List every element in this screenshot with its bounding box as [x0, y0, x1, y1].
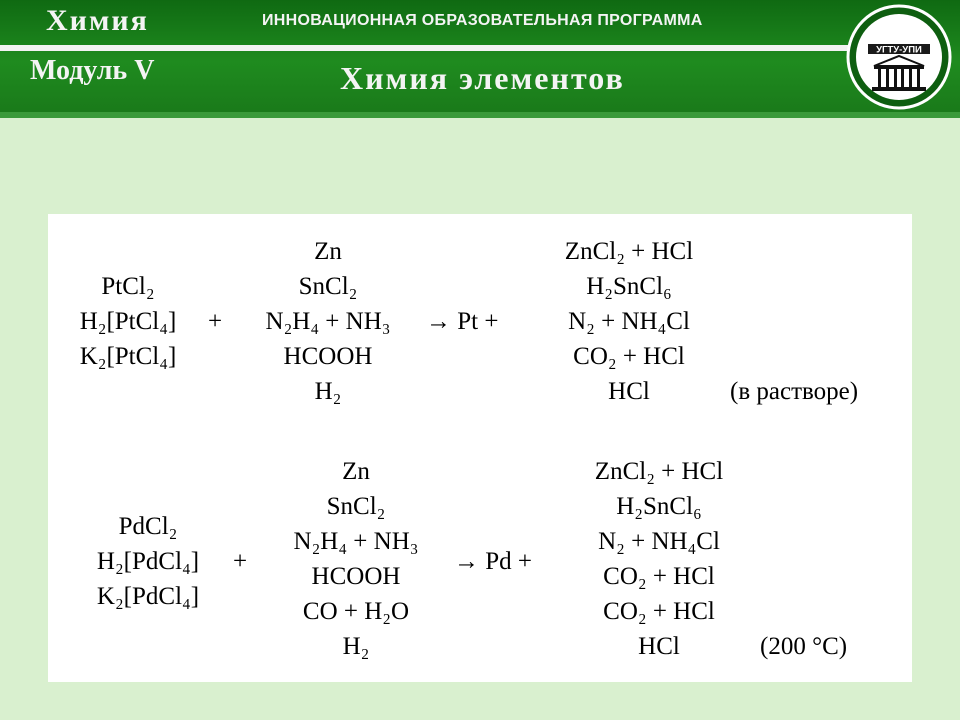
reaction-pt	[48, 234, 912, 444]
reducers-column	[266, 454, 446, 664]
reducer: N₂H₄ + NH₃	[265, 308, 391, 335]
module-label: Модуль V	[30, 55, 155, 86]
reactant: H₂[PdCl₄]	[96, 548, 200, 575]
plus-sign: +	[208, 308, 223, 335]
product: H₂SnCl₆	[616, 493, 702, 520]
reactants-column	[68, 509, 228, 614]
product: CO₂ + HCl	[603, 598, 715, 625]
reducer: H₂	[314, 378, 342, 405]
reducer: N₂H₄ + NH₃	[293, 528, 419, 555]
reducer: CO + H₂O	[302, 598, 410, 625]
product: CO₂ + HCl	[603, 563, 715, 590]
reducer: Zn	[342, 458, 370, 485]
reducer: HCOOH	[283, 343, 373, 370]
arrow-product: → Pd +	[454, 548, 533, 575]
reactant: K₂[PdCl₄]	[96, 583, 200, 610]
topic-title: Химия элементов	[340, 60, 625, 96]
product: ZnCl₂ + HCl	[594, 458, 724, 485]
reactants-column	[48, 269, 208, 374]
product: HCl	[608, 378, 650, 405]
program-title: ИННОВАЦИОННАЯ ОБРАЗОВАТЕЛЬНАЯ ПРОГРАММА	[262, 12, 703, 29]
reactant: H₂[PtCl₄]	[79, 308, 177, 335]
product: N₂ + NH₄Cl	[568, 308, 690, 335]
university-logo-icon	[846, 4, 952, 110]
reducer: SnCl₂	[326, 493, 386, 520]
products-column	[524, 234, 734, 409]
header-divider	[0, 45, 880, 51]
product: ZnCl₂ + HCl	[564, 238, 694, 265]
reaction-pd	[48, 454, 912, 679]
reactant: PtCl₂	[101, 273, 155, 300]
logo-text: УГТУ-УПИ	[876, 44, 922, 56]
reducer: HCOOH	[311, 563, 401, 590]
arrow-product: → Pt +	[426, 308, 499, 335]
reducer: SnCl₂	[298, 273, 358, 300]
reducer: H₂	[342, 633, 370, 660]
reactions-panel	[48, 214, 912, 682]
product: H₂SnCl₆	[586, 273, 672, 300]
slide-header	[0, 0, 960, 112]
header-bottom-stripe	[0, 112, 960, 118]
plus-sign: +	[233, 548, 248, 575]
reducers-column	[238, 234, 418, 409]
reactant: K₂[PtCl₄]	[79, 343, 177, 370]
reducer: Zn	[314, 238, 342, 265]
product: N₂ + NH₄Cl	[598, 528, 720, 555]
reactant: PdCl₂	[118, 513, 178, 540]
condition-label: (в растворе)	[730, 378, 859, 405]
product: HCl	[638, 633, 680, 660]
condition-label: (200 °C)	[760, 633, 848, 660]
product: CO₂ + HCl	[573, 343, 685, 370]
products-column	[554, 454, 764, 664]
subject-title: Химия	[46, 4, 149, 37]
